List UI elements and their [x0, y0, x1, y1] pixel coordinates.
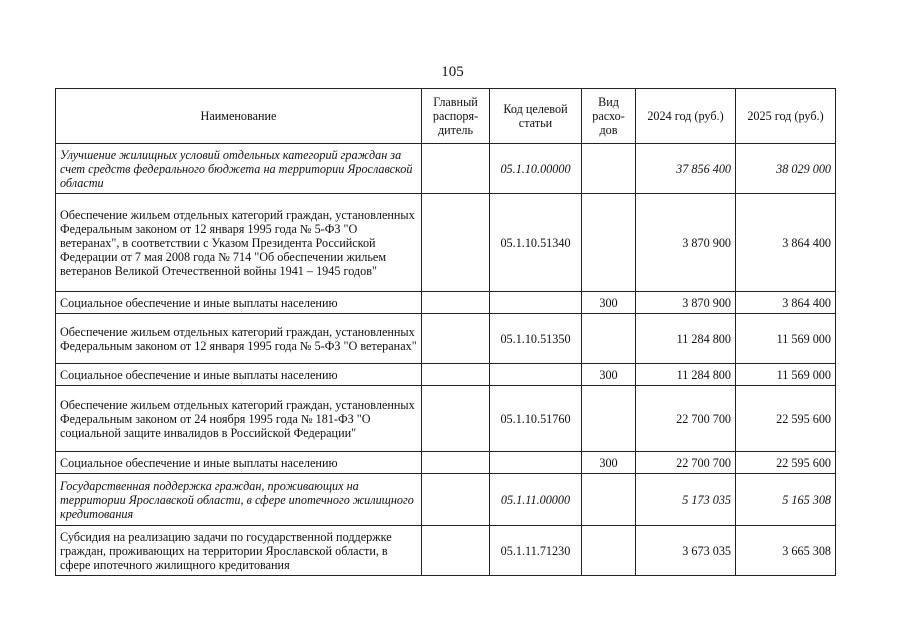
row-name: Улучшение жилищных условий отдельных категорий граждан за счет средств федерального бюджета на территории Ярославской области [56, 144, 422, 194]
row-code [490, 452, 582, 474]
table-row [56, 386, 836, 452]
row-code [490, 364, 582, 386]
row-chief [422, 526, 490, 576]
row-2024: 22 700 700 [636, 386, 736, 452]
row-2024: 11 284 800 [636, 314, 736, 364]
table-row [56, 474, 836, 526]
header-chief: Главный распоря-дитель [422, 89, 490, 144]
header-name: Наименование [56, 89, 422, 144]
row-name: Субсидия на реализацию задачи по государственной поддержке граждан, проживающих на территории Ярославской области, в сфере ипотечного жилищного кредитования [56, 526, 422, 576]
row-chief [422, 194, 490, 292]
row-2025: 38 029 000 [736, 144, 836, 194]
row-2024: 3 673 035 [636, 526, 736, 576]
row-kind: 300 [582, 364, 636, 386]
row-chief [422, 474, 490, 526]
row-chief [422, 386, 490, 452]
row-2024: 5 173 035 [636, 474, 736, 526]
row-chief [422, 452, 490, 474]
budget-table [55, 88, 836, 576]
row-2025: 22 595 600 [736, 452, 836, 474]
header-code: Код целевой статьи [490, 89, 582, 144]
row-2024: 37 856 400 [636, 144, 736, 194]
row-chief [422, 364, 490, 386]
row-code [490, 292, 582, 314]
row-2024: 22 700 700 [636, 452, 736, 474]
table-row [56, 194, 836, 292]
row-chief [422, 314, 490, 364]
table-row [56, 364, 836, 386]
row-kind: 300 [582, 292, 636, 314]
row-name: Обеспечение жильем отдельных категорий граждан, установленных Федеральным законом от 12 января 1995 года № 5-ФЗ "О ветеранах", в соответствии с Указом Президента Российской Федерации от 7 мая 2008 года № 714 "Об обеспечении жильем ветеранов Великой Отечественной войны 1941 – 1945 годов" [56, 194, 422, 292]
row-kind [582, 526, 636, 576]
row-name: Социальное обеспечение и иные выплаты населению [56, 364, 422, 386]
row-kind [582, 474, 636, 526]
row-kind [582, 386, 636, 452]
table-row [56, 144, 836, 194]
page-number: 105 [441, 64, 464, 80]
row-2024: 3 870 900 [636, 292, 736, 314]
header-kind: Вид расхо-дов [582, 89, 636, 144]
row-code: 05.1.11.00000 [490, 474, 582, 526]
table-row [56, 452, 836, 474]
row-2025: 22 595 600 [736, 386, 836, 452]
table-body [56, 144, 836, 576]
row-name: Обеспечение жильем отдельных категорий граждан, установленных Федеральным законом от 24 ноября 1995 года № 181-ФЗ "О социальной защите инвалидов в Российской Федерации" [56, 386, 422, 452]
row-2025: 3 665 308 [736, 526, 836, 576]
row-code: 05.1.10.51760 [490, 386, 582, 452]
row-chief [422, 144, 490, 194]
row-kind [582, 144, 636, 194]
row-name: Социальное обеспечение и иные выплаты населению [56, 292, 422, 314]
row-kind: 300 [582, 452, 636, 474]
row-code: 05.1.10.51350 [490, 314, 582, 364]
row-code: 05.1.11.71230 [490, 526, 582, 576]
row-chief [422, 292, 490, 314]
row-2025: 3 864 400 [736, 194, 836, 292]
row-name: Социальное обеспечение и иные выплаты населению [56, 452, 422, 474]
header-2024: 2024 год (руб.) [636, 89, 736, 144]
table-row [56, 314, 836, 364]
row-2025: 11 569 000 [736, 364, 836, 386]
header-2025: 2025 год (руб.) [736, 89, 836, 144]
table-row [56, 526, 836, 576]
row-2024: 11 284 800 [636, 364, 736, 386]
row-2025: 5 165 308 [736, 474, 836, 526]
row-2024: 3 870 900 [636, 194, 736, 292]
row-name: Государственная поддержка граждан, проживающих на территории Ярославской области, в сфере ипотечного жилищного кредитования [56, 474, 422, 526]
row-code: 05.1.10.00000 [490, 144, 582, 194]
row-kind [582, 194, 636, 292]
row-code: 05.1.10.51340 [490, 194, 582, 292]
row-2025: 11 569 000 [736, 314, 836, 364]
table-row [56, 292, 836, 314]
row-2025: 3 864 400 [736, 292, 836, 314]
row-name: Обеспечение жильем отдельных категорий граждан, установленных Федеральным законом от 12 января 1995 года № 5-ФЗ "О ветеранах" [56, 314, 422, 364]
table-header-row [56, 89, 836, 144]
row-kind [582, 314, 636, 364]
